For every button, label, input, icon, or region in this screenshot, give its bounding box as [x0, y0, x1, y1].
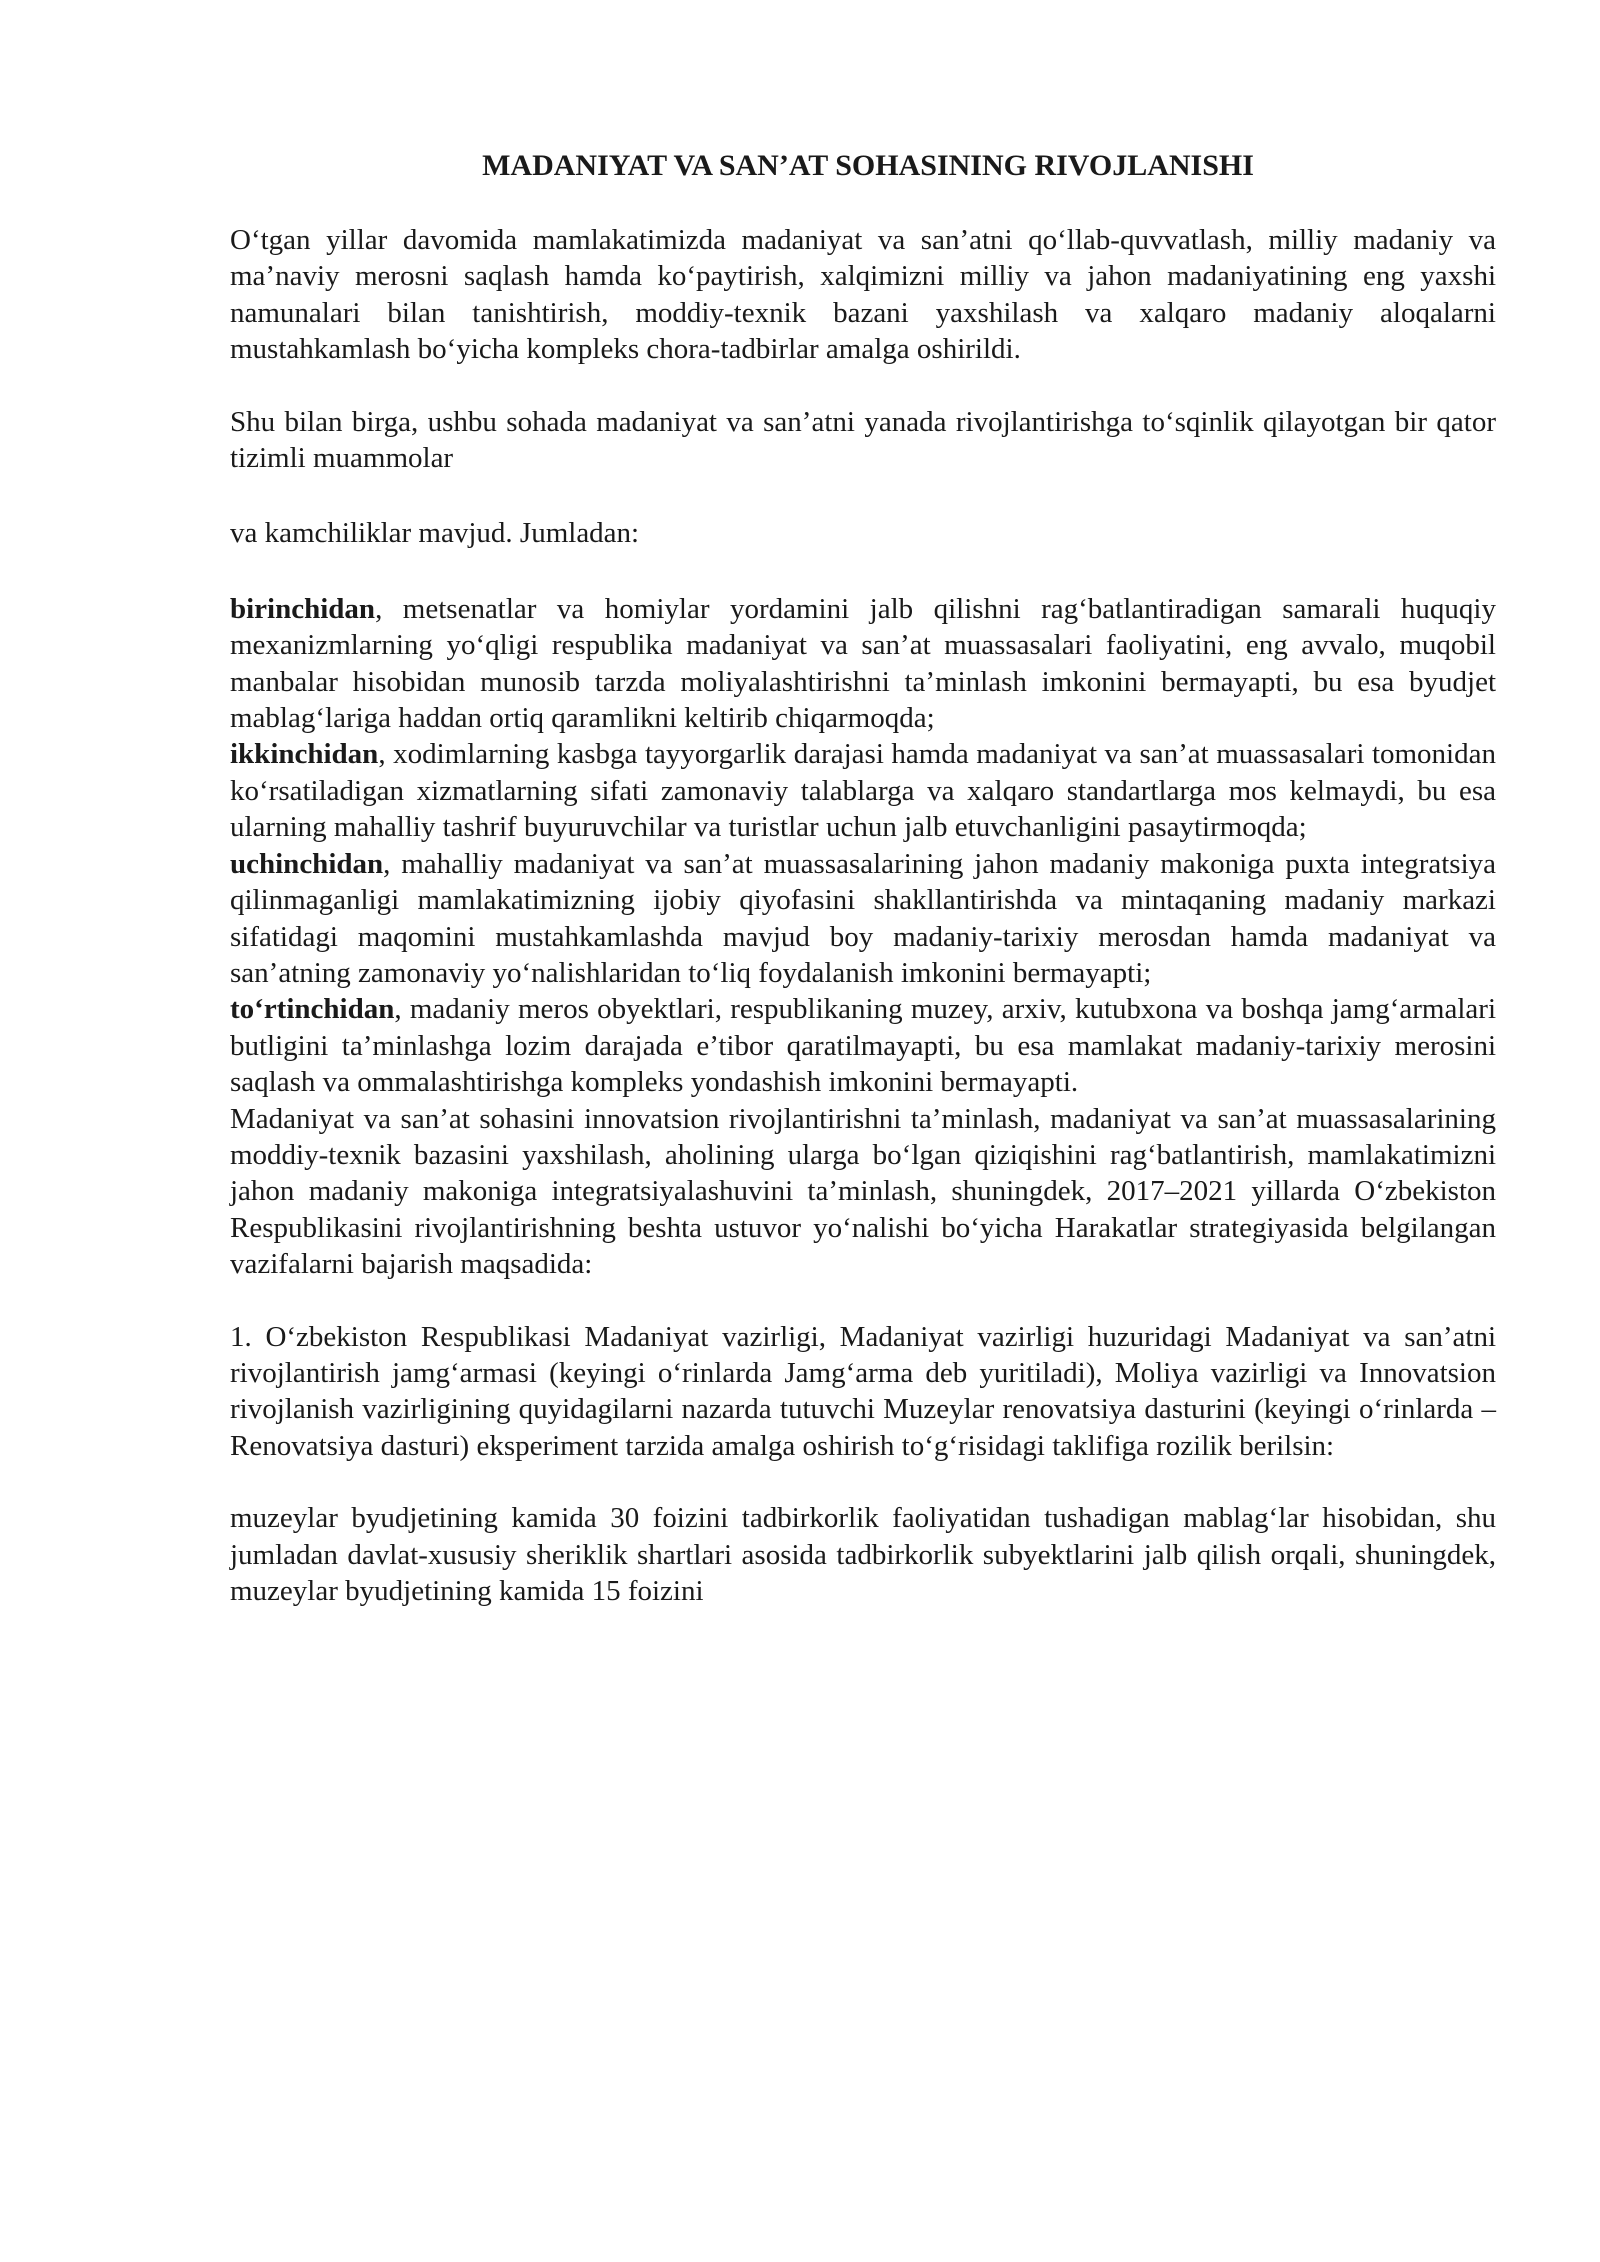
point-1-detail-paragraph: muzeylar byudjetining kamida 30 foizini tadbirkorlik faoliyatidan tushadigan mablag‘lar hisobidan, shu jumladan davlat-xususiy sheriklik shartlari asosida tadbirkorlik subyektlarini jalb qilish orqali, shuningdek, muzeylar byudjetining kamida 15 foizini — [230, 1502, 1496, 1607]
list-item-lead: ikkinchidan — [230, 738, 379, 771]
goals-paragraph: Madaniyat va san’at sohasini innovatsion rivojlantirishni ta’minlash, madaniyat va san’at muassasalarining moddiy-texnik bazasini yaxshilash, aholining ularga bo‘lgan qiziqishini rag‘batlantirish, mamlakatimizni jahon madaniy makoniga integratsiyalashuvini ta’minlash, shuningdek, 2017–2021 yillarda O‘zbekiston Respublikasini rivojlantirishning beshta ustuvor yo‘nalishi bo‘yicha Harakatlar strategiyasida belgilangan vazifalarni bajarish maqsadida: — [230, 1102, 1496, 1281]
problems-intro-paragraph: Shu bilan birga, ushbu sohada madaniyat va san’atni yanada rivojlantirishga to‘sqinlik qilayotgan bir qator tizimli muammolar — [230, 405, 1496, 475]
document-title: MADANIYAT VA SAN’AT SOHASINING RIVOJLANISHI — [482, 149, 1254, 182]
list-item — [230, 846, 1496, 992]
list-item-text: , madaniy meros obyektlari, respublikaning muzey, arxiv, kutubxona va boshqa jamg‘armalari butligini ta’minlashga lozim darajada e’tibor qaratilmayapti, bu esa mamlakat madaniy-tarixiy merosini saqlash va ommalashtirishga kompleks yondashish imkonini bermayapti. — [230, 993, 1496, 1099]
document-page — [230, 148, 1496, 1609]
point-1-paragraph: 1. O‘zbekiston Respublikasi Madaniyat vazirligi, Madaniyat vazirligi huzuridagi Madaniyat va san’atni rivojlantirish jamg‘armasi (keyingi o‘rinlarda Jamg‘arma deb yuritiladi), Moliya vazirligi va Innovatsion rivojlanish vazirligining quyidagilarni nazarda tutuvchi Muzeylar renovatsiya dasturini (keyingi o‘rinlarda – Renovatsiya dasturi) eksperiment tarzida amalga oshirish to‘g‘risidagi taklifiga rozilik berilsin: — [230, 1320, 1496, 1462]
list-item-text: , xodimlarning kasbga tayyorgarlik darajasi hamda madaniyat va san’at muassasalari tomonidan ko‘rsatiladigan xizmatlarning sifati zamonaviy talablarga va xalqaro standartlarga mos kelmaydi, bu esa ularning mahalliy tashrif buyuruvchilar va turistlar uchun jalb etuvchanligini pasaytirmoqda; — [230, 738, 1496, 844]
problems-list — [230, 591, 1496, 1101]
list-item — [230, 591, 1496, 737]
list-item-lead: uchinchidan — [230, 847, 384, 880]
problems-intro-continuation: va kamchiliklar mavjud. Jumladan: — [230, 517, 640, 550]
list-item — [230, 991, 1496, 1100]
list-item-text: , metsenatlar va homiylar yordamini jalb qilishni rag‘batlantiradigan samarali huquqiy mexanizmlarning yo‘qligi respublika madaniyat va san’at muassasalari faoliyatini, eng avvalo, muqobil manbalar hisobidan munosib tarzda moliyalashtirishni ta’minlash imkonini bermayapti, bu esa byudjet mablag‘lariga haddan ortiq qaramlikni keltirib chiqarmoqda; — [230, 592, 1496, 735]
intro-paragraph: O‘tgan yillar davomida mamlakatimizda madaniyat va san’atni qo‘llab-quvvatlash, milliy madaniy va ma’naviy merosni saqlash hamda ko‘paytirish, xalqimizni milliy va jahon madaniyatining eng yaxshi namunalari bilan tanishtirish, moddiy-texnik bazani yaxshilash va xalqaro madaniy aloqalarni mustahkamlash bo‘yicha kompleks chora-tadbirlar amalga oshirildi. — [230, 224, 1496, 366]
list-item-text: , mahalliy madaniyat va san’at muassasalarining jahon madaniy makoniga puxta integratsiya qilinmaganligi mamlakatimizning ijobiy qiyofasini shakllantirishda va mintaqaning madaniy markazi sifatidagi maqomini mustahkamlashda mavjud boy madaniy-tarixiy merosdan hamda madaniyat va san’atning zamonaviy yo‘nalishlaridan to‘liq foydalanish imkonini bermayapti; — [230, 847, 1496, 989]
list-item — [230, 736, 1496, 845]
list-item-lead: to‘rtinchidan — [230, 993, 395, 1026]
list-item-lead: birinchidan — [230, 592, 376, 625]
